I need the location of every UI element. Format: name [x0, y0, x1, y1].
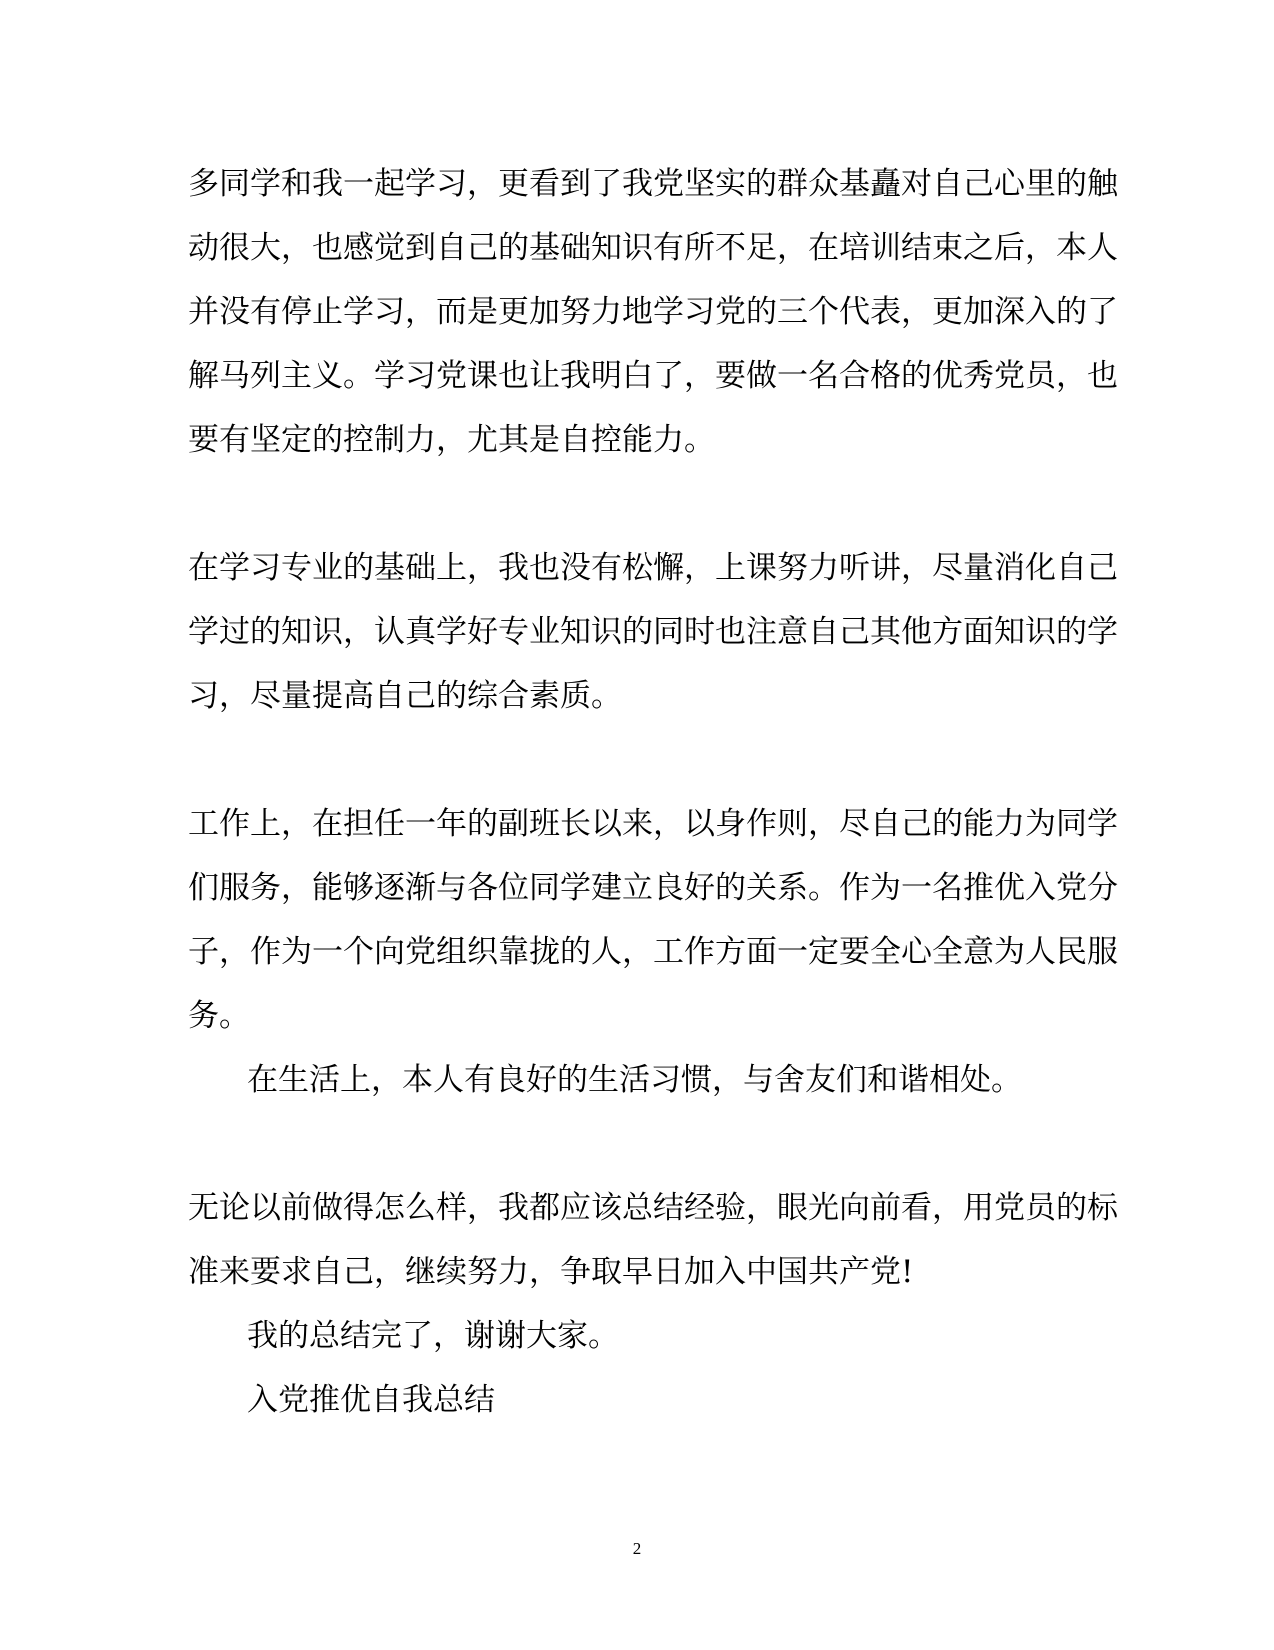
paragraph-1-line-4: 解马列主义。学习党课也让我明白了，要做一名合格的优秀党员，也: [188, 358, 1118, 394]
paragraph-4-line-1: 在生活上，本人有良好的生活习惯，与舍友们和谐相处。: [247, 1062, 1022, 1098]
paragraph-3-line-1: 工作上，在担任一年的副班长以来，以身作则，尽自己的能力为同学: [188, 806, 1118, 842]
paragraph-2-line-3: 习，尽量提高自己的综合素质。: [188, 678, 622, 714]
paragraph-5-line-1: 无论以前做得怎么样，我都应该总结经验，眼光向前看，用党员的标: [188, 1190, 1118, 1226]
closing-line: 我的总结完了，谢谢大家。: [247, 1318, 619, 1354]
paragraph-3-line-2: 们服务，能够逐渐与各位同学建立良好的关系。作为一名推优入党分: [188, 870, 1118, 906]
paragraph-2-line-1: 在学习专业的基础上，我也没有松懈，上课努力听讲，尽量消化自己: [188, 550, 1118, 586]
paragraph-1-line-5: 要有坚定的控制力，尤其是自控能力。: [188, 422, 715, 458]
page-number: 2: [632, 1539, 642, 1558]
paragraph-3-line-4: 务。: [188, 998, 250, 1034]
heading-line: 入党推优自我总结: [247, 1382, 495, 1418]
paragraph-1-line-1: 多同学和我一起学习，更看到了我党坚实的群众基矗对自己心里的触: [188, 166, 1118, 202]
paragraph-1-line-3: 并没有停止学习，而是更加努力地学习党的三个代表，更加深入的了: [188, 294, 1118, 330]
paragraph-5-line-2: 准来要求自己，继续努力，争取早日加入中国共产党!: [188, 1254, 914, 1290]
paragraph-2-line-2: 学过的知识，认真学好专业知识的同时也注意自己其他方面知识的学: [188, 614, 1118, 650]
paragraph-3-line-3: 子，作为一个向党组织靠拢的人，工作方面一定要全心全意为人民服: [188, 934, 1118, 970]
paragraph-1-line-2: 动很大，也感觉到自己的基础知识有所不足，在培训结束之后，本人: [188, 230, 1118, 266]
